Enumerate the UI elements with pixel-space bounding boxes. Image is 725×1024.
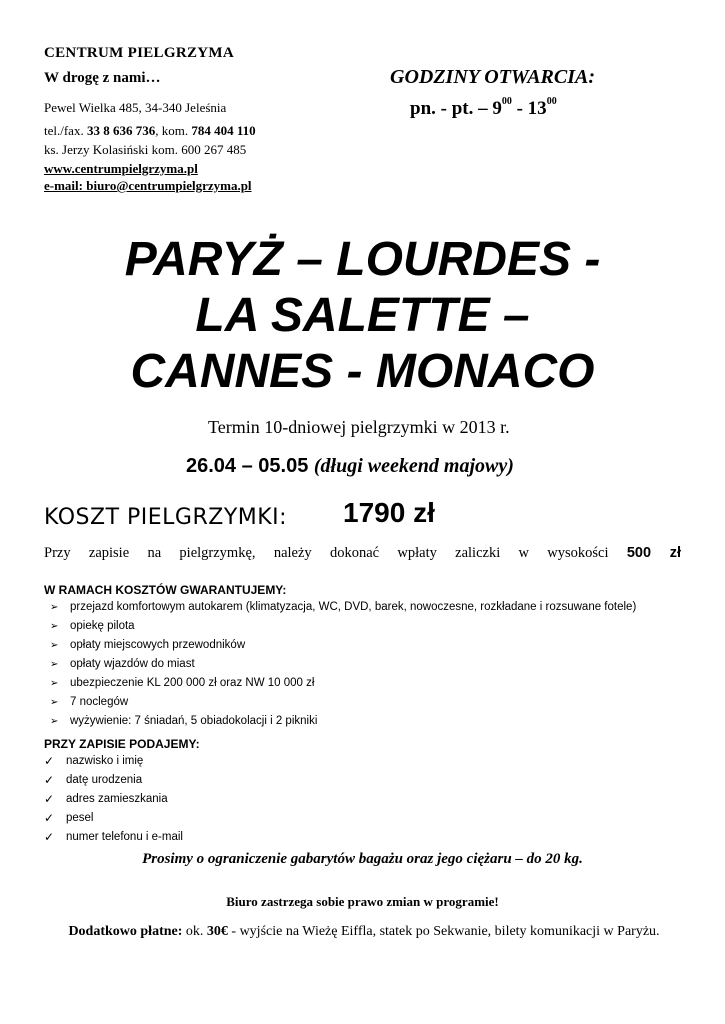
- phone-number: 33 8 636 736: [86, 123, 156, 138]
- program-change-note: Biuro zastrzega sobie prawo zmian w programie!: [226, 894, 499, 909]
- list-item-text: ubezpieczenie KL 200 000 zł oraz NW 10 000 zł: [70, 677, 315, 689]
- list-item: [50, 693, 636, 712]
- list-item-text: adres zamieszkania: [66, 793, 168, 805]
- list-item-text: opiekę pilota: [70, 620, 135, 632]
- hours-close-minutes: 00: [546, 95, 557, 107]
- guarantee-list: [50, 598, 636, 731]
- trip-dates: [186, 455, 514, 478]
- extra-price-prefix: ok.: [182, 924, 207, 939]
- list-item: [44, 771, 183, 790]
- tagline: W drogę z nami…: [44, 70, 161, 86]
- list-item-text: wyżywienie: 7 śniadań, 5 obiadokolacji i 2 pikniki: [70, 715, 318, 727]
- address: Pewel Wielka 485, 34-340 Jeleśnia: [44, 100, 227, 115]
- guarantee-section-title: W RAMACH KOSZTÓW GWARANTUJEMY:: [44, 583, 287, 597]
- phone-separator: , kom.: [155, 123, 192, 138]
- phone-prefix: tel./fax.: [44, 123, 87, 138]
- checkmark-icon: ✓: [44, 754, 55, 768]
- arrow-bullet-icon: ➢: [50, 602, 59, 613]
- list-item-text: nazwisko i imię: [66, 755, 144, 767]
- list-item: [44, 828, 183, 847]
- list-item: [44, 752, 183, 771]
- list-item: [44, 809, 183, 828]
- list-item-text: przejazd komfortowym autokarem (klimatyzacja, WC, DVD, barek, nowoczesne, rozkładane i rozsuwane fotele): [70, 601, 637, 613]
- list-item: [44, 790, 183, 809]
- extra-costs-label: Dodatkowo płatne:: [68, 924, 183, 939]
- luggage-note: Prosimy o ograniczenie gabarytów bagażu oraz jego ciężaru – do 20 kg.: [142, 851, 583, 867]
- date-range: 26.04 – 05.05: [186, 455, 314, 477]
- priest-contact: ks. Jerzy Kolasiński kom. 600 267 485: [44, 142, 247, 157]
- deposit-amount: 500 zł: [626, 545, 682, 561]
- organization-name: CENTRUM PIELGRZYMA: [44, 45, 234, 61]
- deposit-info: [44, 545, 681, 562]
- arrow-bullet-icon: ➢: [50, 716, 59, 727]
- hours-dash: - 13: [511, 98, 547, 119]
- date-note: (długi weekend majowy): [313, 455, 514, 477]
- arrow-bullet-icon: ➢: [50, 640, 59, 651]
- arrow-bullet-icon: ➢: [50, 659, 59, 670]
- list-item: [50, 636, 636, 655]
- arrow-bullet-icon: ➢: [50, 678, 59, 689]
- opening-hours: [410, 95, 557, 120]
- trip-title: [0, 232, 725, 400]
- list-item-text: pesel: [66, 812, 94, 824]
- list-item: [50, 712, 636, 731]
- cost-label: KOSZT PIELGRZYMKI:: [44, 505, 288, 530]
- cost-value: 1790 zł: [343, 497, 435, 528]
- trip-title-line-3: CANNES - MONACO: [130, 345, 595, 398]
- list-item-text: opłaty miejscowych przewodników: [70, 639, 246, 651]
- list-item: [50, 655, 636, 674]
- mobile-number: 784 404 110: [191, 123, 256, 138]
- extra-costs-text: - wyjście na Wieżę Eiffla, statek po Sekwanie, bilety komunikacji w Paryżu.: [227, 924, 660, 939]
- phone-line: [44, 123, 256, 139]
- website-link[interactable]: www.centrumpielgrzyma.pl: [44, 161, 198, 176]
- trip-title-line-1: PARYŻ – LOURDES -: [124, 233, 601, 286]
- list-item-text: numer telefonu i e-mail: [66, 831, 183, 843]
- hours-days: pn. - pt. – 9: [410, 98, 502, 119]
- signup-section-title: PRZY ZAPISIE PODAJEMY:: [44, 737, 200, 751]
- email-link[interactable]: e-mail: biuro@centrumpielgrzyma.pl: [44, 178, 252, 193]
- checkmark-icon: ✓: [44, 792, 55, 806]
- arrow-bullet-icon: ➢: [50, 697, 59, 708]
- checkmark-icon: ✓: [44, 773, 55, 787]
- arrow-bullet-icon: ➢: [50, 621, 59, 632]
- checkmark-icon: ✓: [44, 811, 55, 825]
- list-item: [50, 598, 636, 617]
- signup-list: [44, 752, 183, 847]
- trip-term: Termin 10-dniowej pielgrzymki w 2013 r.: [208, 417, 510, 437]
- list-item: [50, 617, 636, 636]
- extra-price: 30€: [206, 924, 228, 939]
- hours-open-minutes: 00: [501, 95, 512, 107]
- list-item-text: opłaty wjazdów do miast: [70, 658, 195, 670]
- checkmark-icon: ✓: [44, 830, 55, 844]
- list-item: [50, 674, 636, 693]
- deposit-text: Przy zapisie na pielgrzymkę, należy dokonać wpłaty zaliczki w wysokości: [44, 545, 627, 561]
- trip-title-line-2: LA SALETTE –: [195, 289, 530, 342]
- list-item-text: datę urodzenia: [66, 774, 143, 786]
- extra-costs-note: [44, 922, 684, 941]
- opening-hours-title: GODZINY OTWARCIA:: [390, 66, 596, 88]
- list-item-text: 7 noclegów: [70, 696, 129, 708]
